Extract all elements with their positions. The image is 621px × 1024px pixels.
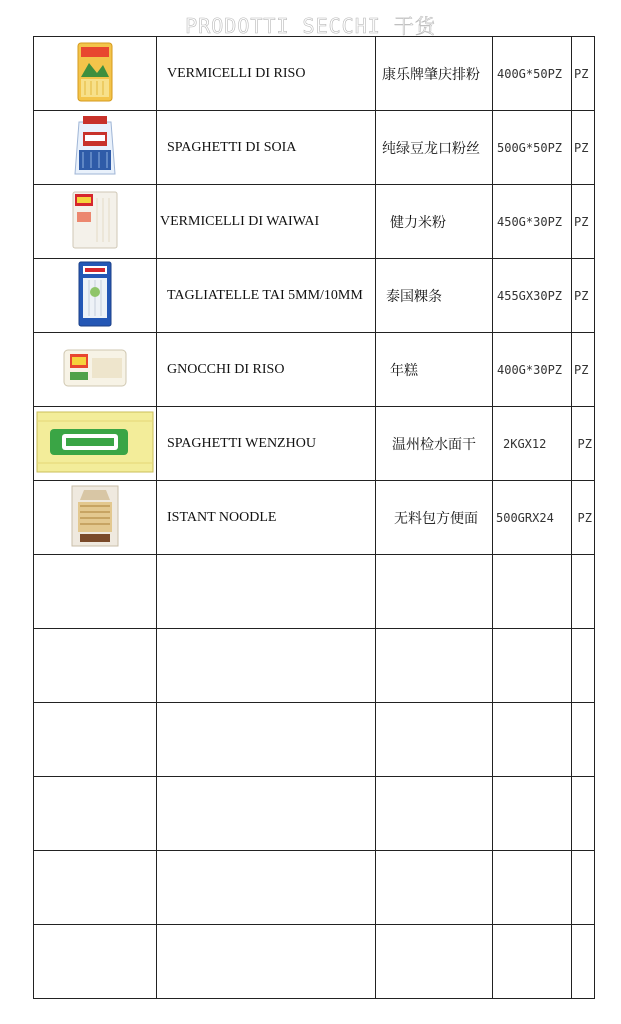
product-chinese-name: 康乐牌肇庆排粉 — [376, 37, 493, 111]
product-name — [157, 629, 376, 703]
soy-spaghetti-package-image — [73, 114, 117, 182]
table-row — [34, 407, 595, 481]
table-row — [34, 259, 595, 333]
product-unit — [572, 555, 595, 629]
product-chinese-name: 健力米粉 — [376, 185, 493, 259]
product-chinese-name: 年糕 — [376, 333, 493, 407]
table-row — [34, 481, 595, 555]
product-name — [157, 851, 376, 925]
product-name: VERMICELLI DI RISO — [157, 37, 376, 111]
product-name: SPAGHETTI WENZHOU — [157, 407, 376, 481]
product-name: ISTANT NOODLE — [157, 481, 376, 555]
product-package-size: 500G*50PZ — [493, 111, 572, 185]
product-chinese-name: 纯绿豆龙口粉丝 — [376, 111, 493, 185]
table-row — [34, 185, 595, 259]
waiwai-vermicelli-package-image — [71, 190, 119, 254]
product-image-cell — [34, 185, 157, 259]
product-unit: PZ — [572, 259, 595, 333]
product-chinese-name — [376, 851, 493, 925]
product-package-size: 455GX30PZ — [493, 259, 572, 333]
thai-noodles-package-image — [77, 260, 113, 332]
product-name — [157, 925, 376, 999]
product-unit: PZ — [572, 481, 595, 555]
product-image-cell — [34, 629, 157, 703]
table-row — [34, 37, 595, 111]
product-unit: PZ — [572, 407, 595, 481]
product-image-cell — [34, 37, 157, 111]
product-chinese-name — [376, 629, 493, 703]
product-table — [33, 36, 595, 999]
product-chinese-name — [376, 555, 493, 629]
product-chinese-name: 泰国粿条 — [376, 259, 493, 333]
product-image-cell — [34, 703, 157, 777]
product-image-cell — [34, 111, 157, 185]
product-unit — [572, 629, 595, 703]
product-name: TAGLIATELLE TAI 5MM/10MM — [157, 259, 376, 333]
product-chinese-name: 无料包方便面 — [376, 481, 493, 555]
product-image-cell — [34, 333, 157, 407]
table-row — [34, 111, 595, 185]
product-image-cell — [34, 481, 157, 555]
rice-vermicelli-package-image — [75, 41, 115, 107]
page-title: PRODOTTI SECCHI 干货 — [185, 14, 436, 38]
product-package-size: 2KGX12 — [493, 407, 572, 481]
product-chinese-name — [376, 777, 493, 851]
product-image-cell — [34, 555, 157, 629]
product-package-size — [493, 925, 572, 999]
product-chinese-name — [376, 703, 493, 777]
product-package-size — [493, 851, 572, 925]
table-row — [34, 703, 595, 777]
product-unit — [572, 925, 595, 999]
table-row — [34, 629, 595, 703]
instant-noodle-package-image — [70, 484, 120, 552]
product-unit: PZ — [572, 37, 595, 111]
product-chinese-name: 温州检水面干 — [376, 407, 493, 481]
product-name: GNOCCHI DI RISO — [157, 333, 376, 407]
product-unit — [572, 777, 595, 851]
product-name — [157, 703, 376, 777]
table-row — [34, 925, 595, 999]
product-image-cell — [34, 259, 157, 333]
product-name — [157, 777, 376, 851]
product-image-cell — [34, 777, 157, 851]
product-unit: PZ — [572, 111, 595, 185]
product-package-size — [493, 777, 572, 851]
rice-gnocchi-package-image — [62, 346, 128, 394]
product-package-size: 400G*50PZ — [493, 37, 572, 111]
product-image-cell — [34, 851, 157, 925]
product-unit — [572, 703, 595, 777]
table-row — [34, 777, 595, 851]
table-row — [34, 851, 595, 925]
table-row — [34, 555, 595, 629]
table-row — [34, 333, 595, 407]
product-package-size — [493, 703, 572, 777]
product-unit: PZ — [572, 333, 595, 407]
product-package-size: 500GRX24 — [493, 481, 572, 555]
product-chinese-name — [376, 925, 493, 999]
product-image-cell — [34, 407, 157, 481]
product-package-size: 450G*30PZ — [493, 185, 572, 259]
product-package-size — [493, 555, 572, 629]
product-unit: PZ — [572, 185, 595, 259]
product-unit — [572, 851, 595, 925]
product-name: VERMICELLI DI WAIWAI — [157, 185, 376, 259]
wenzhou-spaghetti-package-image — [36, 411, 154, 477]
product-image-cell — [34, 925, 157, 999]
product-package-size — [493, 629, 572, 703]
product-name: SPAGHETTI DI SOIA — [157, 111, 376, 185]
product-name — [157, 555, 376, 629]
product-package-size: 400G*30PZ — [493, 333, 572, 407]
